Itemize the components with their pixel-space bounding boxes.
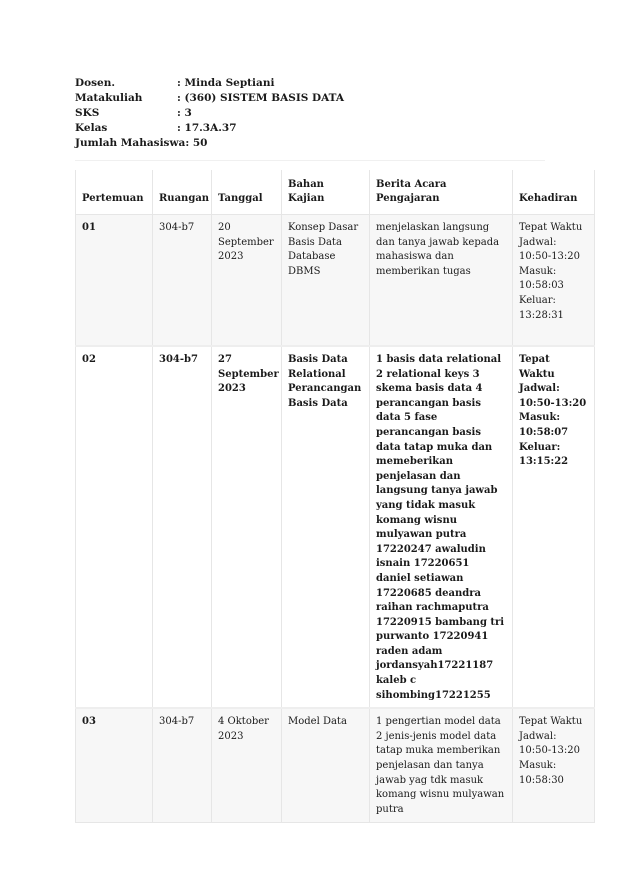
attendance-table bbox=[75, 170, 595, 823]
cell-tanggal: 20 September 2023 bbox=[212, 215, 282, 347]
cell-berita-acara: 1 pengertian model data 2 jenis-jenis model data tatap muka memberikan penjelasan dan tanya jawab yag tdk masuk komang wisnu mulyawan putra bbox=[370, 708, 513, 823]
header-divider bbox=[75, 160, 545, 161]
col-header-pertemuan: Pertemuan bbox=[76, 170, 153, 215]
sks-value: : 3 bbox=[177, 107, 192, 119]
col-header-ruangan: Ruangan bbox=[153, 170, 212, 215]
cell-bahan-kajian: Model Data bbox=[282, 708, 370, 823]
col-header-kehadiran: Kehadiran bbox=[513, 170, 595, 215]
course-info-header bbox=[75, 76, 344, 151]
cell-bahan-kajian: Konsep Dasar Basis Data Database DBMS bbox=[282, 215, 370, 347]
cell-tanggal: 4 Oktober 2023 bbox=[212, 708, 282, 823]
cell-kehadiran: Tepat Waktu Jadwal: 10:50-13:20 Masuk: 10:58:03 Keluar: 13:28:31 bbox=[513, 215, 595, 347]
kelas-row bbox=[75, 121, 344, 136]
table-row bbox=[76, 708, 595, 823]
cell-tanggal: 27 September 2023 bbox=[212, 346, 282, 708]
kelas-value: : 17.3A.37 bbox=[177, 122, 237, 134]
col-header-berita-acara: Berita Acara Pengajaran bbox=[370, 170, 513, 215]
kelas-label: Kelas bbox=[75, 122, 108, 134]
sks-label: SKS bbox=[75, 107, 100, 119]
cell-kehadiran: Tepat Waktu Jadwal: 10:50-13:20 Masuk: 10:58:30 bbox=[513, 708, 595, 823]
cell-pertemuan: 01 bbox=[76, 215, 153, 347]
cell-kehadiran: Tepat Waktu Jadwal: 10:50-13:20 Masuk: 10:58:07 Keluar: 13:15:22 bbox=[513, 346, 595, 708]
cell-berita-acara: 1 basis data relational 2 relational keys 3 skema basis data 4 perancangan basis data 5 fase perancangan basis data tatap muka dan memeberikan penjelasan dan langsung tanya jawab yang tidak masuk komang wisnu mulyawan putra 17220247 awaludin isnain 17220651 daniel setiawan 17220685 deandra raihan rachmaputra 17220915 bambang tri purwanto 17220941 raden adam jordansyah17221187 kaleb c sihombing17221255 bbox=[370, 346, 513, 708]
jumlah-row bbox=[75, 136, 344, 151]
dosen-label: Dosen. bbox=[75, 77, 115, 89]
cell-berita-acara: menjelaskan langsung dan tanya jawab kepada mahasiswa dan memberikan tugas bbox=[370, 215, 513, 347]
cell-pertemuan: 03 bbox=[76, 708, 153, 823]
dosen-value: : Minda Septiani bbox=[177, 77, 275, 89]
jumlah-label: Jumlah Mahasiswa bbox=[75, 137, 186, 149]
matakuliah-row bbox=[75, 91, 344, 106]
matakuliah-value: : (360) SISTEM BASIS DATA bbox=[177, 92, 345, 104]
table-row bbox=[76, 346, 595, 708]
table-header-row bbox=[76, 170, 595, 215]
sks-row bbox=[75, 106, 344, 121]
cell-ruangan: 304-b7 bbox=[153, 215, 212, 347]
matakuliah-label: Matakuliah bbox=[75, 92, 143, 104]
col-header-tanggal: Tanggal bbox=[212, 170, 282, 215]
table-row bbox=[76, 215, 595, 347]
dosen-row bbox=[75, 76, 344, 91]
cell-ruangan: 304-b7 bbox=[153, 346, 212, 708]
cell-pertemuan: 02 bbox=[76, 346, 153, 708]
cell-bahan-kajian: Basis Data Relational Perancangan Basis Data bbox=[282, 346, 370, 708]
cell-ruangan: 304-b7 bbox=[153, 708, 212, 823]
jumlah-value: : 50 bbox=[185, 137, 208, 149]
col-header-bahan-kajian: Bahan Kajian bbox=[282, 170, 370, 215]
